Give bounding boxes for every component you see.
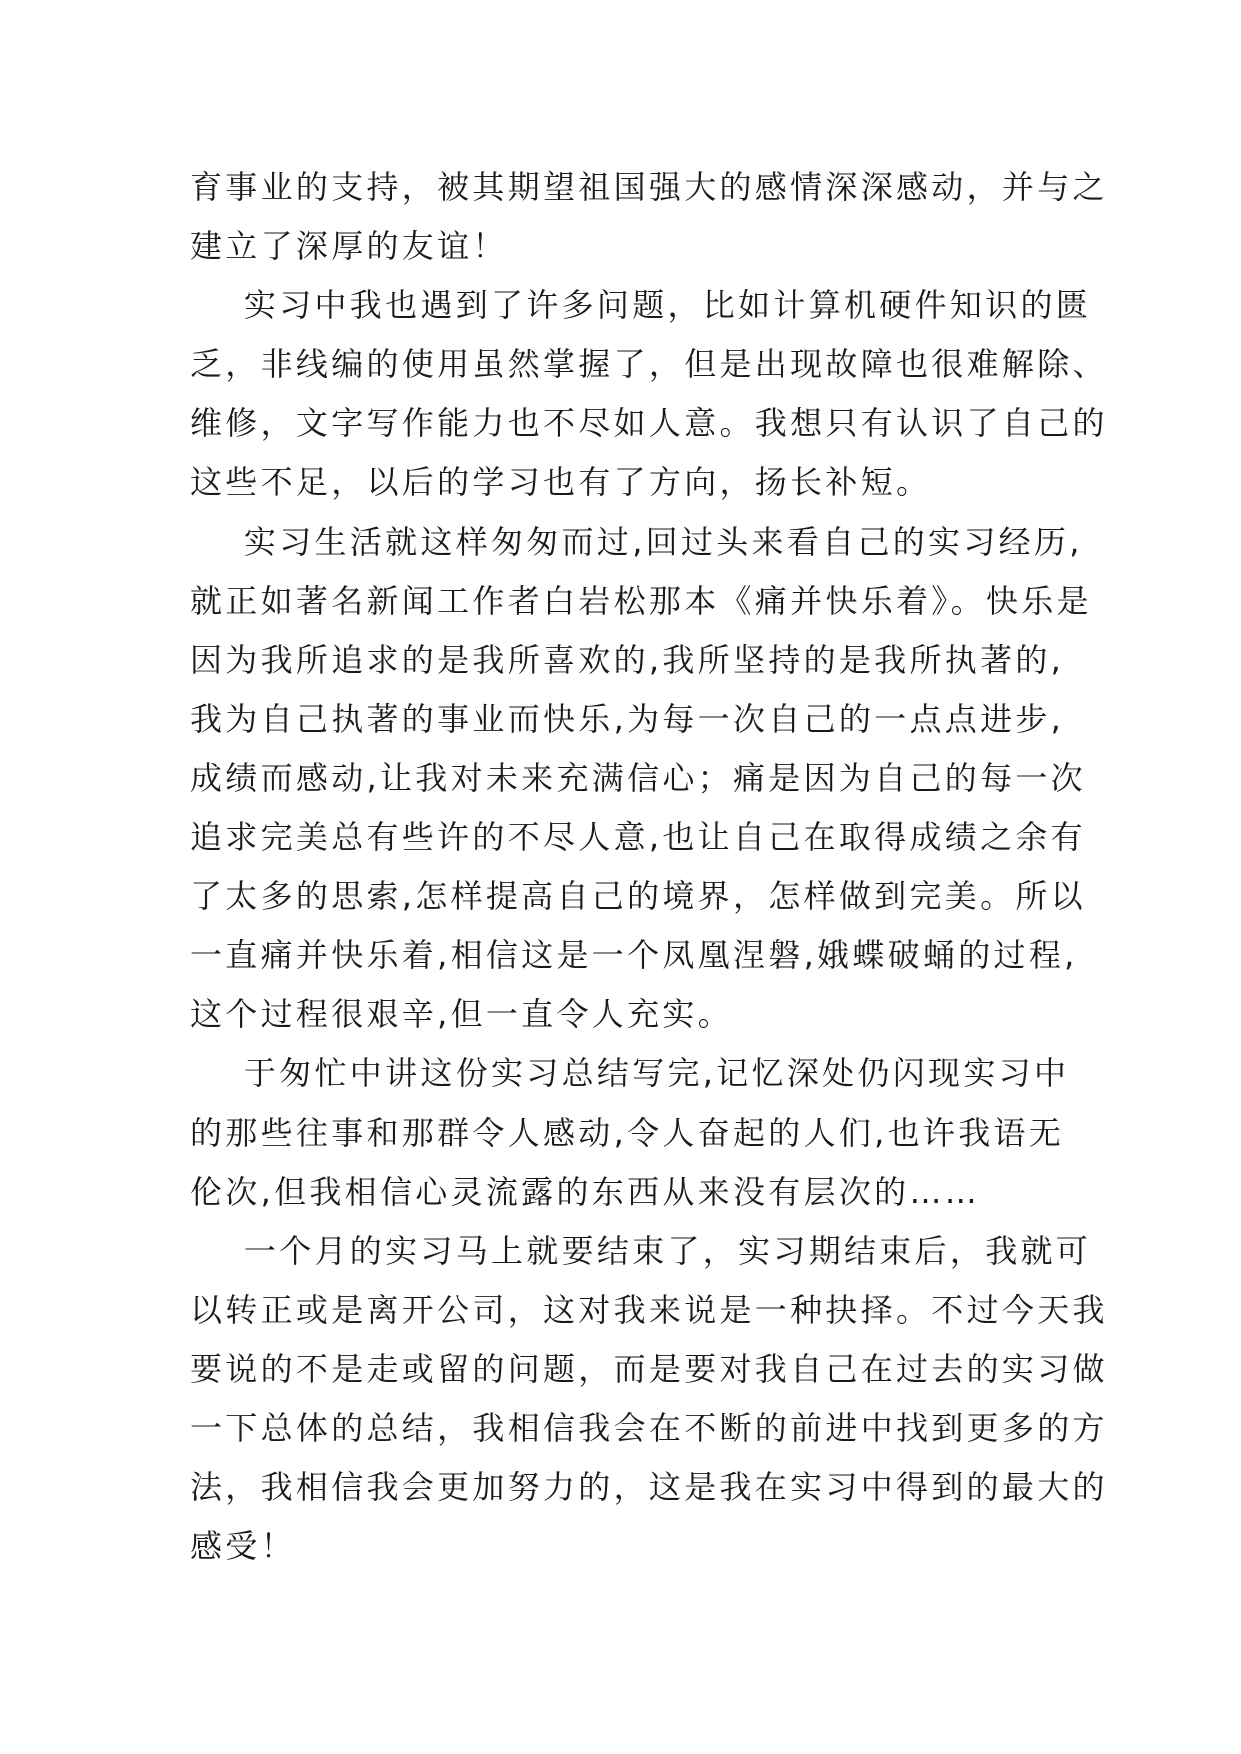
text-line: 一下总体的总结，我相信我会在不断的前进中找到更多的方 (190, 1408, 1108, 1447)
text-line: 就正如著名新闻工作者白岩松那本《痛并快乐着》。快乐是 (190, 581, 1092, 620)
text-line: 我为自己执著的事业而快乐,为每一次自己的一点点进步, (190, 699, 1065, 738)
text-line: 这些不足，以后的学习也有了方向，扬长补短。 (190, 463, 932, 502)
text-line: 追求完美总有些许的不尽人意,也让自己在取得成绩之余有 (190, 818, 1086, 857)
text-line: 建立了深厚的友谊！ (190, 227, 508, 266)
text-line: 维修，文字写作能力也不尽如人意。我想只有认识了自己的 (190, 404, 1108, 443)
text-line: 育事业的支持，被其期望祖国强大的感情深深感动，并与之 (190, 168, 1108, 206)
text-line: 法，我相信我会更加努力的，这是我在实习中得到的最大的 (190, 1468, 1108, 1507)
text-line: 于匆忙中讲这份实习总结写完,记忆深处仍闪现实习中 (190, 1054, 1070, 1093)
text-line: 的那些往事和那群令人感动,令人奋起的人们,也许我语无 (190, 1113, 1065, 1152)
text-line: 乏，非线编的使用虽然掌握了，但是出现故障也很难解除、 (190, 345, 1108, 384)
text-line: 因为我所追求的是我所喜欢的,我所坚持的是我所执著的, (190, 640, 1065, 679)
text-line: 实习生活就这样匆匆而过,回过头来看自己的实习经历, (190, 522, 1083, 561)
document-body (190, 158, 1108, 1576)
text-line: 这个过程很艰辛,但一直令人充实。 (190, 995, 733, 1034)
text-line: 感受！ (190, 1527, 296, 1566)
text-line: 一直痛并快乐着,相信这是一个凤凰涅磐,娥蝶破蛹的过程, (190, 936, 1078, 975)
text-line: 要说的不是走或留的问题，而是要对我自己在过去的实习做 (190, 1349, 1108, 1388)
text-line: 一个月的实习马上就要结束了，实习期结束后，我就可 (190, 1231, 1092, 1270)
text-line: 以转正或是离开公司，这对我来说是一种抉择。不过今天我 (190, 1290, 1108, 1329)
text-line: 成绩而感动,让我对未来充满信心；痛是因为自己的每一次 (190, 758, 1086, 797)
text-line: 伦次,但我相信心灵流露的东西从来没有层次的…… (190, 1172, 981, 1211)
text-line: 实习中我也遇到了许多问题，比如计算机硬件知识的匮 (190, 286, 1092, 325)
text-line: 了太多的思索,怎样提高自己的境界，怎样做到完美。所以 (190, 877, 1086, 916)
